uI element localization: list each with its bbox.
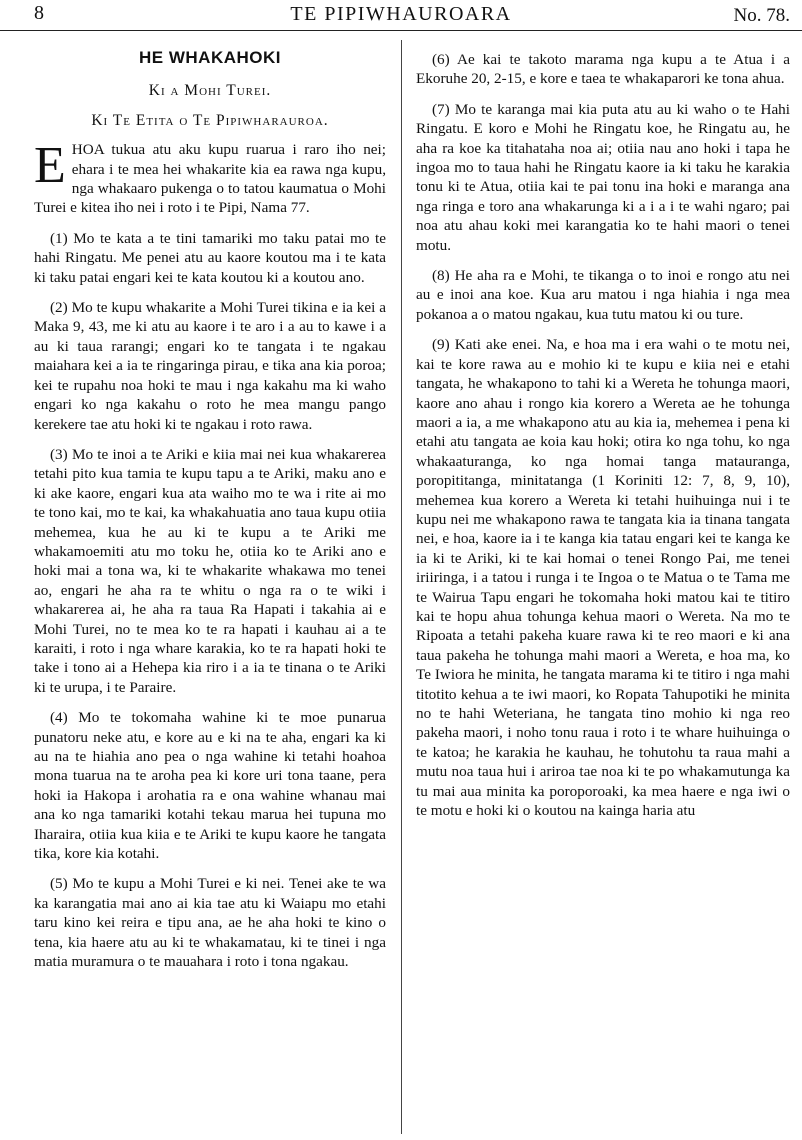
paragraph: (5) Mo te kupu a Mohi Turei e ki nei. Tenei ake te wa ka karangatia mai ano ai kia tae atu ki Waiapu mo etahi taru kino kei reira e tipu ana, ae he aha hoki te kino o tena, kia haere atu au ki te whakamatau, ki te tinei i nga matia muramura o te mauahara i roto i tona ngakau.: [34, 875, 386, 971]
article-subheading: Ki a Mohi Turei.: [148, 82, 272, 100]
paragraph: (7) Mo te karanga mai kia puta atu au ki waho o te Hahi Ringatu. E koro e Mohi he Ringatu koe, he Ringatu au, he aha ra koe ka titahataha noa ai; otiia nau ano hoki i tapa he ingoa mo to taua hahi he Ringatu kaore ia ki taku he karakia tonu ki te Atua, otiia kai te pai tonu ina hoki e maranga ana nga ringa e toro ana whakarunga ki a i a i te wahi ngaro; pai noa atu ahau koki mei karangatia ko te hahi maori o tenei motu.: [416, 100, 790, 254]
publication-title: TE PIPIWHAUROARA: [290, 3, 512, 25]
paragraph: (4) Mo te tokomaha wahine ki te moe punarua punatoru neke atu, e kore au e ki na te aha, engari ka ki au na te hiahia ano pea o nga wahine ki tetahi hoahoa mona tuarua na te aroha pea ki kore uri tona taane, pera hoki ia Hakopa i arohatia ra e ona wahine whanau mai ana ko nga tamariki kotahi tekau marua hei tupuna mo Iharaira, otiia kua kiia e te Ariki te kupu kaore he tangata tika, kore kia kotahi.: [34, 709, 386, 863]
column-divider: [401, 40, 402, 1134]
article-heading: HE WHAKAHOKI: [139, 48, 281, 67]
paragraph: (2) Mo te kupu whakarite a Mohi Turei tikina e ia kei a Maka 9, 43, me ki atu au kaore i te aro i a au to kawe i a au ki taua rarangi; engari ko te tangata i te ngakau maiahara kei a ia te ringaringa pirau, e tika ana kia poroa; kei te rupahu noa hoki te mau i nga kakahu ma ki waho engari ko nga kakahu o roto he mea mangu pango kerekere tae atu hoki ki te ngakau i roto rawa.: [34, 299, 386, 433]
running-header: [0, 0, 802, 31]
paragraph: (6) Ae kai te takoto marama nga kupu a te Atua i a Ekoruhe 20, 2-15, e kore e taea te whakaparori ke tona ahua.: [416, 51, 790, 88]
left-column: [34, 44, 386, 982]
article-subheading: Ki Te Etita o Te Pipiwharauroa.: [91, 111, 329, 129]
paragraph: (9) Kati ake enei. Na, e hoa ma i era wahi o te motu nei, kai te kore rawa au e mohio ki te kupu e kiia nei e etahi tangata, he whakapono to tahi ki a Wereta he tohunga maori, kaore ano ahau i rongo kia korero a Wereta ae he tohunga maori a ia, a me whakapono atu au kia ia, mehemea i pena ki etahi atu tangata ae koia kau hoki; otira ko nga tohu, ko nga whakaaturanga, ko nga homai tanga matauranga, poropititanga, minitatanga (1 Koriniti 12: 7, 8, 9, 10), mehemea kua korero a Wereta ki tetahi huihuinga nui i te kupu nei me whakapono rawa te tangata kia ia tinana tangata nei, e hoa, kaore ia i te kanga kia tatau engari kei te kanga ke ia ki te Ariki, ki te kai homai o tenei Rongo Pai, me tenei iriiringa, i a tatou i runga i te Ingoa o te Matua o te Tama me te Wairua Tapu engari he tokomaha hoki matou kai te titiro kai te hopu ahua tohunga kehua maori o Wereta. Na mo te Ripoata a tetahi pakeha kuare rawa ki te reo maori e ki ana taua pakeha he tohunga mahi maori a Wereta, e hoa ma, ko Te Iwiora he minita, he tangata marama ki te titiro i nga mahi titotito kehua a te iwi maori, ko Ropata Tahupotiki he minita no te hahi Weteriana, he tangata tino mohio ki nga reo pakeha maori, i noho tonu raua i roto i te whare huihuinga o te katoa; he karakia he kauhau, he tohutohu ta raua mahi a mutu noa taua hui i ariroa tae noa ki te po whakamutunga ka tu mai aua minita ka poroporoaki, ka mea haere e nga iwi o te motu e hoki ki o koutou na kainga haria atu: [416, 336, 790, 820]
paragraph: (8) He aha ra e Mohi, te tikanga o to inoi e rongo atu nei au e inoi ana koe. Kua aru matou i nga hiahia i nga mea pokanoa a o matou ngakau, kua tutu matou ki ou ture.: [416, 267, 790, 323]
page-number: 8: [34, 2, 44, 24]
paragraph: EHOA tukua atu aku kupu ruarua i raro iho nei; ehara i te mea hei whakarite kia ea rawa nga kupu, nga whakaaro pukenga o to tatou kaumatua o Mohi Turei e kitea iho nei i roto i te Pipi, Nama 77.: [34, 137, 386, 217]
issue-number: No. 78.: [733, 5, 790, 26]
right-column: [416, 50, 790, 831]
paragraph: (1) Mo te kata a te tini tamariki mo taku patai mo te hahi Ringatu. Me penei atu au kaore koutou ma i te kata ki taku patai engari kei te kata koutou ki a koutou ano.: [34, 229, 386, 286]
paragraph: (3) Mo te inoi a te Ariki e kiia mai nei kua whakarerea tetahi pito kua tamia te kupu tapu a te Ariki, maku ano e ki ake kaore, engari kua ata waiho mo te wa i rite ai mo te tono kai, mo te kai, ka whakahuatia ano taua kupu otiia mehemea, kua he au ki te kupu a te Ariki me whakamoemiti atu mo toku he, otiia ko te Ariki ano e hoki mai a tona wa, ki te whakarite whakawa mo tenei ao, engari he aha ra te whitu o nga ra o te wiki i whakarerea ai, he aha ra taua Ra Hapati i takahia ai e Mohi Turei, no te mea ko te ra hapati i kauhau ai a te karaiti, i roto i nga whare karakia, ko te ra hapati hoki te take i tono ai a Hehepa kia riro i a ia te tinana o te Ariki ki te urupa, i te Paraire.: [34, 445, 386, 696]
drop-cap: E: [34, 137, 66, 195]
